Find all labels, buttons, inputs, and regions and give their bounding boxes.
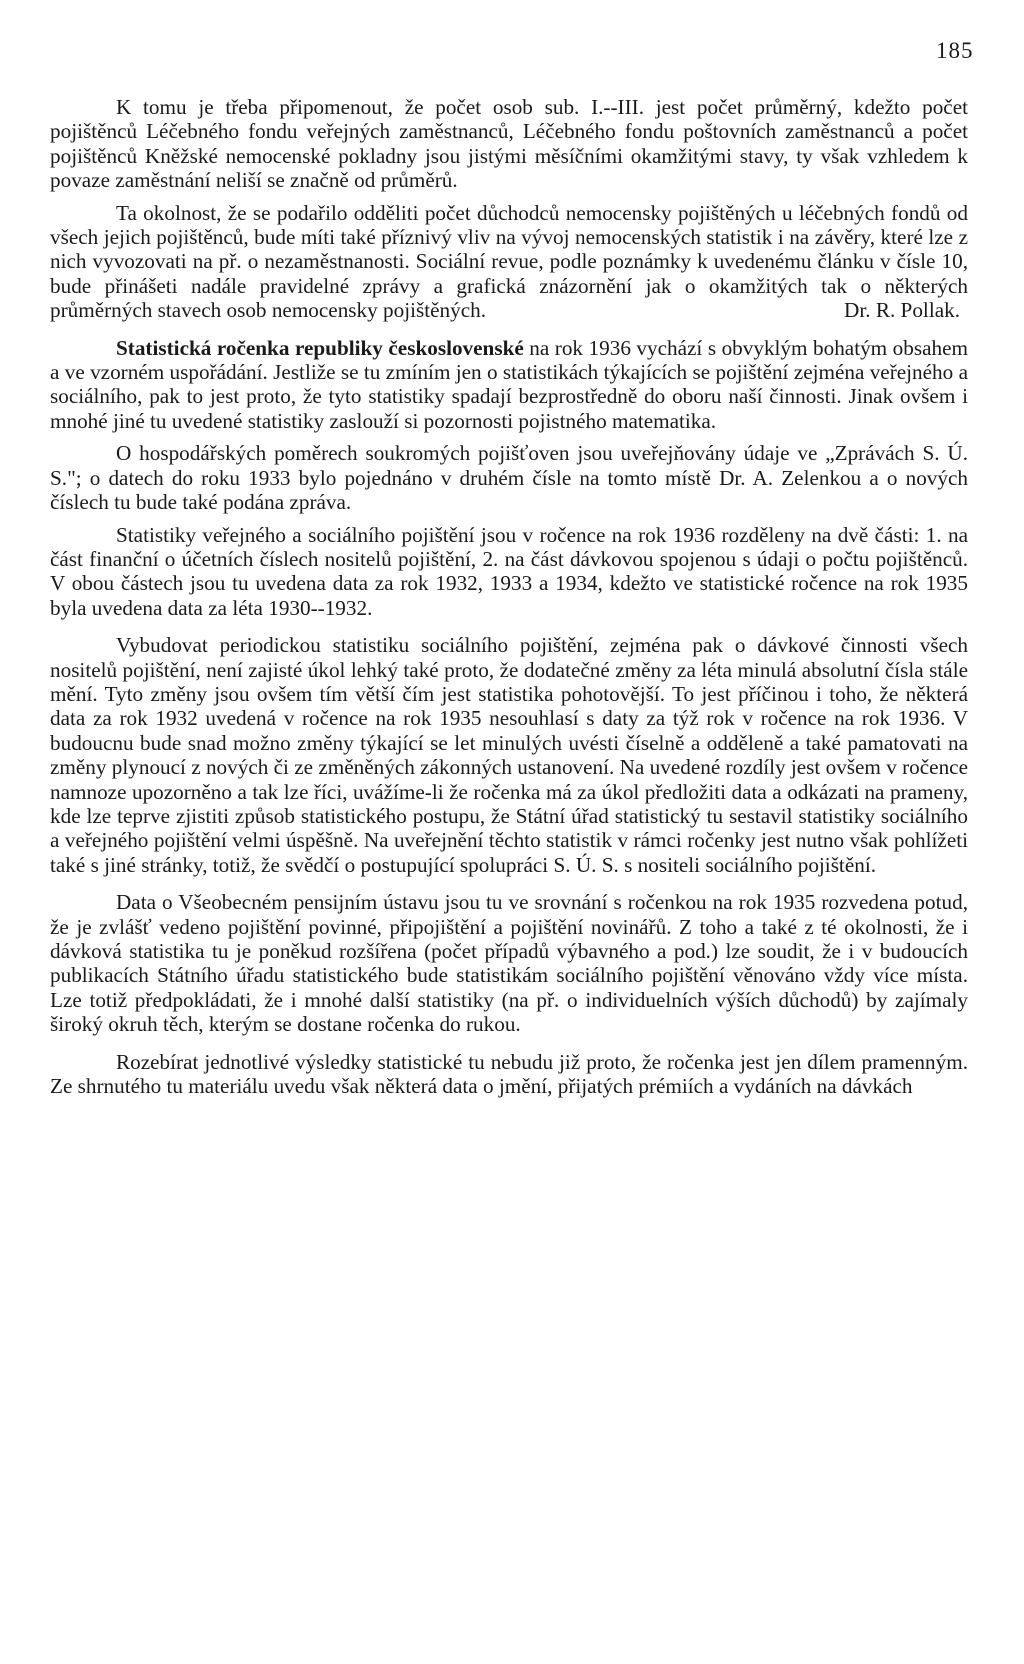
paragraph-7: Data o Všeobecném pensijním ústavu jsou tu ve srovnání s ročenkou na rok 1935 rozvedena potud, že je zvlášť vedeno pojištění povinné, připojištění a pojištění novinářů. Z toho a také z té okolnosti, že i dávková statistika tu je poněkud rozšířena (počet případů výbavného a pod.) lze soudit, že i v budoucích publikacích Státního úřadu statistického bude statistikám sociálního pojištění věnováno vždy více místa. Lze totiž předpokládati, že i mnohé další statistiky (na př. o individuelních výších důchodů) by zajímaly široký okruh těch, kterým se dostane ročenka do rukou. xyxy=(50,890,968,1037)
page-number: 185 xyxy=(936,38,974,63)
author-signature: Dr. R. Pollak. xyxy=(844,298,960,323)
paragraph-3-text: na rok 1936 vychází s obvyklým bohatým obsahem a ve vzorném uspořádání. Jestliže se tu zmíním jen o statistikách týkajících se pojištění zejména veřejného a sociálního, pak to jest proto, že tyto statistiky spadají bezprostředně do oboru naší činnosti. Jinak ovšem i mnohé jiné tu uvedené statistiky zaslouží si pozornosti pojistného matematika. xyxy=(50,335,968,433)
paragraph-6: Vybudovat periodickou statistiku sociálního pojištění, zejména pak o dávkové činnosti všech nositelů pojištění, není zajisté úkol lehký také proto, že dodatečné změny za léta minulá absolutní čísla stále mění. Tyto změny jsou ovšem tím větší čím jest statistika pohotovější. To jest příčinou i toho, že některá data za rok 1932 uvedená v ročence na rok 1935 nesouhlasí s daty za týž rok v ročence na rok 1936. V budoucnu bude snad možno změny týkající se let minulých uvésti číselně a odděleně a také pamatovati na změny plynoucí z nových či ze změněných zákonných ustanovení. Na uvedené rozdíly jest ovšem v ročence namnoze upozorněno a tak lze říci, uvážíme-li že ročenka má za úkol předložiti data a odkázati na prameny, kde lze teprve zjistiti způsob statistického postupu, že Státní úřad statistický tu sestavil statistiky sociálního a veřejného pojištění velmi úspěšně. Na uveřejnění těchto statistik v rámci ročenky jest nutno však pohlížeti také s jiné stránky, totiž, že svědčí o postupující spolupráci S. Ú. S. s nositeli sociálního pojištění. xyxy=(50,633,968,877)
paragraph-2 xyxy=(50,201,968,323)
yearbook-title: Statistická ročenka republiky československé xyxy=(116,335,524,360)
paragraph-1: K tomu je třeba připomenout, že počet osob sub. I.--III. jest počet průměrný, kdežto počet pojištěnců Léčebného fondu veřejných zaměstnanců, Léčebného fondu poštovních zaměstnanců a počet pojištěnců Kněžské nemocenské pokladny jsou jistými měsíčními okamžitými stavy, ty však vzhledem k povaze zaměstnání neliší se značně od průměrů. xyxy=(50,95,968,193)
paragraph-8: Rozebírat jednotlivé výsledky statistické tu nebudu již proto, že ročenka jest jen dílem pramenným. Ze shrnutého tu materiálu uvedu však některá data o jmění, přijatých prémiích a vydáních na dávkách xyxy=(50,1049,968,1099)
paragraph-4: O hospodářských poměrech soukromých pojišťoven jsou uveřejňovány údaje ve „Zprávách S. Ú. S."; o datech do roku 1933 bylo pojednáno v druhém čísle na tomto místě Dr. A. Zelenkou a o nových číslech tu bude také podána zpráva. xyxy=(50,441,968,515)
paragraph-3 xyxy=(50,336,968,434)
paragraph-2-text: Ta okolnost, že se podařilo odděliti počet důchodců nemocensky pojištěných u léčebných fondů od všech jejich pojištěnců, bude míti také příznivý vliv na vývoj nemocenských statistik i na závěry, které lze z nich vyvozovati na př. o nezaměstnanosti. Sociální revue, podle poznámky k uvedenému článku v čísle 10, bude přinášeti nadále pravidelné zprávy a grafická znázornění jak o okamžitých tak o některých průměrných stavech osob nemocensky pojištěných. xyxy=(50,200,968,323)
paragraph-5: Statistiky veřejného a sociálního pojištění jsou v ročence na rok 1936 rozděleny na dvě části: 1. na část finanční o účetních číslech nositelů pojištění, 2. na část dávkovou spojenou s údaji o počtu pojištěnců. V obou částech jsou tu uvedena data za rok 1932, 1933 a 1934, kdežto ve statistické ročence na rok 1935 byla uvedena data za léta 1930--1932. xyxy=(50,522,968,620)
article-body xyxy=(50,95,968,1098)
